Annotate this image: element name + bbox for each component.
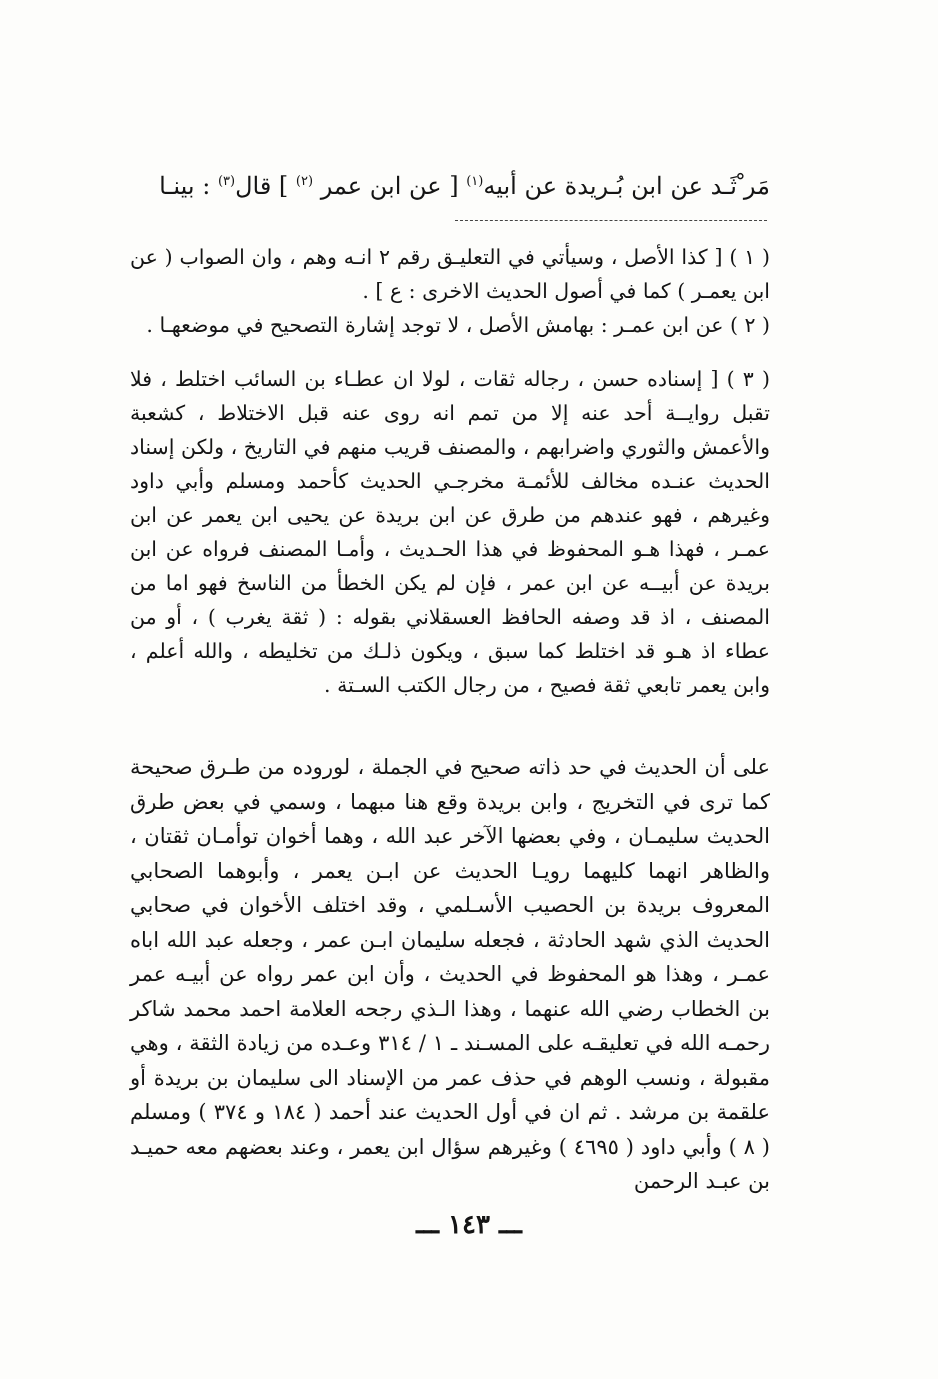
footnotes <box>130 240 770 702</box>
continuation-text: [ عن ابن عمر <box>313 172 467 200</box>
commentary-paragraph: على أن الحديث في حد ذاته صحيح في الجملة ، لوروده من طـرق صحيحة كما ترى في التخريج ، وابن بريدة وقع هنا مبهما ، وسمي في بعض طرق الحديث سليمـان ، وفي بعضها الآخر عبد الله ، وهما أخوان توأمـان ثقتان ، والظاهر انهما كليهما رويـا الحديث عن ابـن يعمر ، وأبوهما الصحابي المعروف بريدة بن الحصيب الأسـلمي ، وقد اختلف الأخوان في صحابي الحديث الذي شهد الحادثة ، فجعله سليمان ابـن عمر ، وجعله عبد الله اباه عمـر ، وهذا هو المحفوظ في الحديث ، وأن ابن عمر رواه عن أبيـه عمر بن الخطاب رضي الله عنهما ، وهذا الـذي رجحه العلامة احمد محمد شاكر رحمـه الله في تعليقـه على المسـند ـ ١ / ٣١٤ وعـده من زيادة الثقة ، وهي مقبولة ، ونسب الوهم في حذف عمر من الإسناد الى سليمان بن بريدة أو علقمة بن مرشد . ثم ان في أول الحديث عند أحمد ( ١٨٤ و ٣٧٤ ) ومسلم ( ٨ ) وأبي داود ( ٤٦٩٥ ) وغيرهم سؤال ابن يعمر ، وعند بعضهم معه حميـد بن عبـد الرحمن <box>130 755 770 1193</box>
footnote-ref-1: (١) <box>466 174 484 189</box>
footnote-ref-2: (٢) <box>295 174 314 189</box>
footnote-ref-3: (٣) <box>217 174 236 189</box>
footnote-3: ( ٣ ) [ إسناده حسن ، رجاله ثقات ، لولا ان عطـاء بن السائب اختلط ، فلا تقبل روايــة أحد عنه إلا من تمم انه روى عنه قبل الاختلاط ، كشعبة والأعمش والثوري واضرابهم ، والمصنف قريب منهم في التاريخ ، ولكن إسناد الحديث عنـده مخالف للأئمـة مخرجـي الحديث كأحمد ومسلم وأبي داود وغيرهم ، فهو عندهم من طرق عن ابن بريدة عن يحيى ابن يعمر عن ابن عمـر ، فهذا هـو المحفوظ في هذا الحـديث ، وأمـا المصنف فرواه عن ابن بريدة عن أبيــه عن ابن عمر ، فإن لم يكن الخطأ من الناسخ فهو اما من المصنف ، اذ قد وصفه الحافظ العسقلاني بقوله : ( ثقة يغرب ) ، أو من عطاء اذ هـو قد اختلط كما سبق ، ويكون ذلـك من تخليطه ، والله أعلم ، وابن يعمر تابعي ثقة فصيح ، من رجال الكتب السـتة . <box>130 367 770 697</box>
footnote-separator <box>455 220 767 221</box>
continuation-text: ] قال <box>235 172 296 200</box>
continuation-text: مَر ْثَـد عن ابن بُـريدة عن أبيه <box>483 172 770 200</box>
page-number: ـــ ١٤٣ ـــ <box>416 1210 522 1240</box>
footnote-2: ( ٢ ) عن ابن عمـر : بهامش الأصل ، لا توجد إشارة التصحيح في موضعهـا . <box>146 313 770 337</box>
continuation-text: : بينـا <box>159 172 218 200</box>
continuation-line <box>130 158 770 210</box>
footnote-1: ( ١ ) [ كذا الأصل ، وسيأتي في التعليـق رقم ٢ انـه وهم ، وان الصواب ( عن ابن يعمـر ) كما في أصول الحديث الاخرى : ع ] . <box>130 245 771 303</box>
